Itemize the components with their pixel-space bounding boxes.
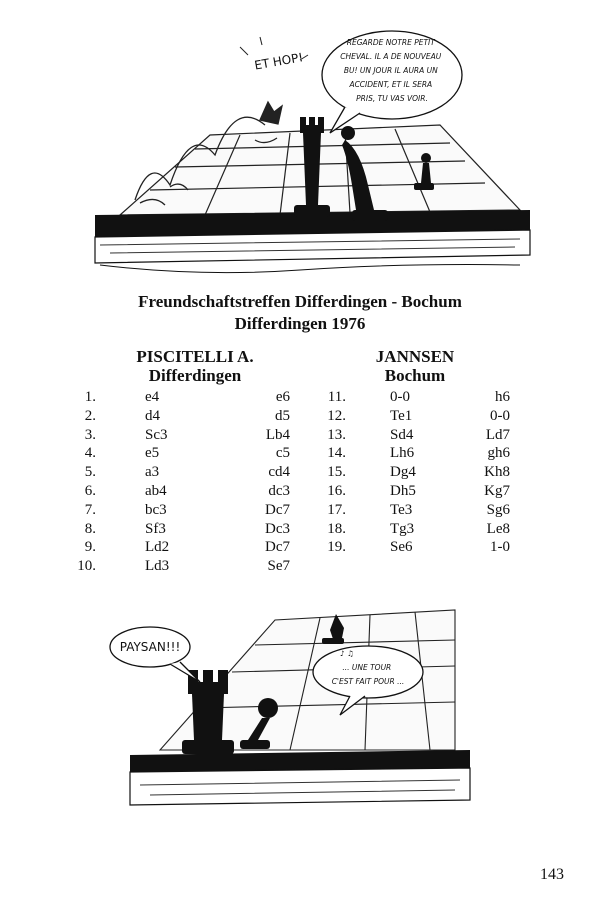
move-number: 6. [84, 482, 96, 499]
white-player [110, 347, 280, 385]
white-move: Te3 [390, 501, 413, 518]
moves-column-right [310, 389, 510, 558]
black-move: Dc7 [265, 501, 290, 518]
move-row [310, 427, 510, 446]
black-move: cd4 [268, 464, 290, 481]
black-move: Ld7 [485, 426, 510, 443]
white-move: Sf3 [145, 520, 166, 537]
move-row [60, 558, 290, 577]
black-move: 0-0 [490, 407, 510, 424]
black-move: Sg6 [486, 501, 510, 518]
black-move: Se7 [267, 558, 290, 575]
white-move: Dg4 [390, 464, 416, 481]
move-number: 7. [84, 501, 96, 518]
move-row [60, 464, 290, 483]
black-move: gh6 [487, 445, 510, 462]
move-number: 9. [84, 539, 96, 556]
speech-bubble-paysan [110, 627, 200, 682]
move-number: 5. [84, 464, 96, 481]
speech-line: REGARDE NOTRE PETIT [346, 38, 435, 47]
game-subtitle: Differdingen 1976 [234, 314, 366, 333]
move-row [310, 539, 510, 558]
page-number: 143 [540, 866, 564, 883]
white-move: d4 [145, 407, 160, 424]
speech-line: BU! UN JOUR IL AURA UN [343, 66, 438, 75]
move-number: 14. [327, 445, 346, 462]
move-number: 2. [84, 407, 96, 424]
white-move: Ld2 [145, 539, 170, 556]
white-move: 0-0 [390, 389, 410, 405]
speech-line: C'EST FAIT POUR ... [331, 677, 405, 686]
white-move: e5 [145, 445, 160, 462]
move-number: 4. [84, 445, 96, 462]
move-number: 18. [327, 520, 346, 537]
moves-column-left [60, 389, 290, 577]
move-row [60, 521, 290, 540]
move-row [60, 408, 290, 427]
move-row [60, 389, 290, 408]
white-player-name: PISCITELLI A. [136, 347, 254, 366]
speech-line: PRIS, TU VAS VOIR. [356, 94, 428, 103]
move-number: 12. [327, 407, 346, 424]
speech-line: ACCIDENT, ET IL SERA [349, 80, 433, 89]
white-player-club: Differdingen [148, 366, 242, 385]
board-edge [95, 210, 530, 273]
move-number: 3. [84, 426, 96, 443]
black-move: Lb4 [265, 426, 290, 443]
move-row [60, 502, 290, 521]
move-number: 13. [327, 426, 346, 443]
white-move: Ld3 [145, 558, 170, 575]
move-row [310, 408, 510, 427]
white-move: Dh5 [390, 482, 416, 499]
white-move: ab4 [145, 482, 167, 499]
move-number: 10. [77, 558, 96, 575]
black-move: dc3 [268, 482, 290, 499]
music-notes-icon: ♪ ♫ [340, 649, 354, 658]
black-move: Le8 [486, 520, 510, 537]
move-row [310, 502, 510, 521]
move-number: 11. [327, 389, 346, 405]
move-row [310, 464, 510, 483]
move-number: 1. [84, 389, 96, 405]
move-row [310, 389, 510, 408]
black-move: c5 [275, 445, 290, 462]
black-move: e6 [275, 389, 290, 405]
white-move: a3 [145, 464, 160, 481]
move-row [60, 539, 290, 558]
white-move: Te1 [390, 407, 413, 424]
black-move: h6 [495, 389, 510, 405]
move-row [60, 445, 290, 464]
black-move: d5 [275, 407, 290, 424]
black-move: 1-0 [490, 539, 510, 556]
move-row [310, 445, 510, 464]
game-title: Freundschaftstreffen Differdingen - Bochum [138, 292, 462, 311]
move-row [310, 483, 510, 502]
move-row [60, 483, 290, 502]
black-player [345, 347, 485, 385]
black-move: Dc7 [265, 539, 290, 556]
move-number: 19. [327, 539, 346, 556]
move-number: 8. [84, 520, 96, 537]
speech-line: CHEVAL. IL A DE NOUVEAU [340, 52, 442, 61]
white-move: Lh6 [390, 445, 415, 462]
speech-bubble-top [322, 31, 462, 133]
speech-line: ... UNE TOUR [342, 663, 392, 672]
bottom-cartoon-illustration [0, 590, 600, 825]
move-number: 16. [327, 482, 346, 499]
white-move: Sc3 [145, 426, 168, 443]
paysan-shout: PAYSAN!!! [119, 640, 181, 654]
white-move: Se6 [390, 539, 413, 556]
black-move: Kg7 [484, 482, 510, 499]
white-move: Sd4 [390, 426, 414, 443]
white-move: e4 [145, 389, 160, 405]
white-move: Tg3 [390, 520, 415, 537]
move-row [60, 427, 290, 446]
black-player-club: Bochum [384, 366, 446, 385]
et-hop-shout: ET HOP! [253, 50, 305, 73]
black-move: Dc3 [265, 520, 290, 537]
move-row [310, 521, 510, 540]
black-player-name: JANNSEN [375, 347, 455, 366]
white-move: bc3 [145, 501, 167, 518]
move-number: 15. [327, 464, 346, 481]
black-move: Kh8 [484, 464, 510, 481]
board-edge-bottom [130, 750, 470, 805]
move-number: 17. [327, 501, 346, 518]
top-cartoon-illustration [0, 15, 600, 285]
